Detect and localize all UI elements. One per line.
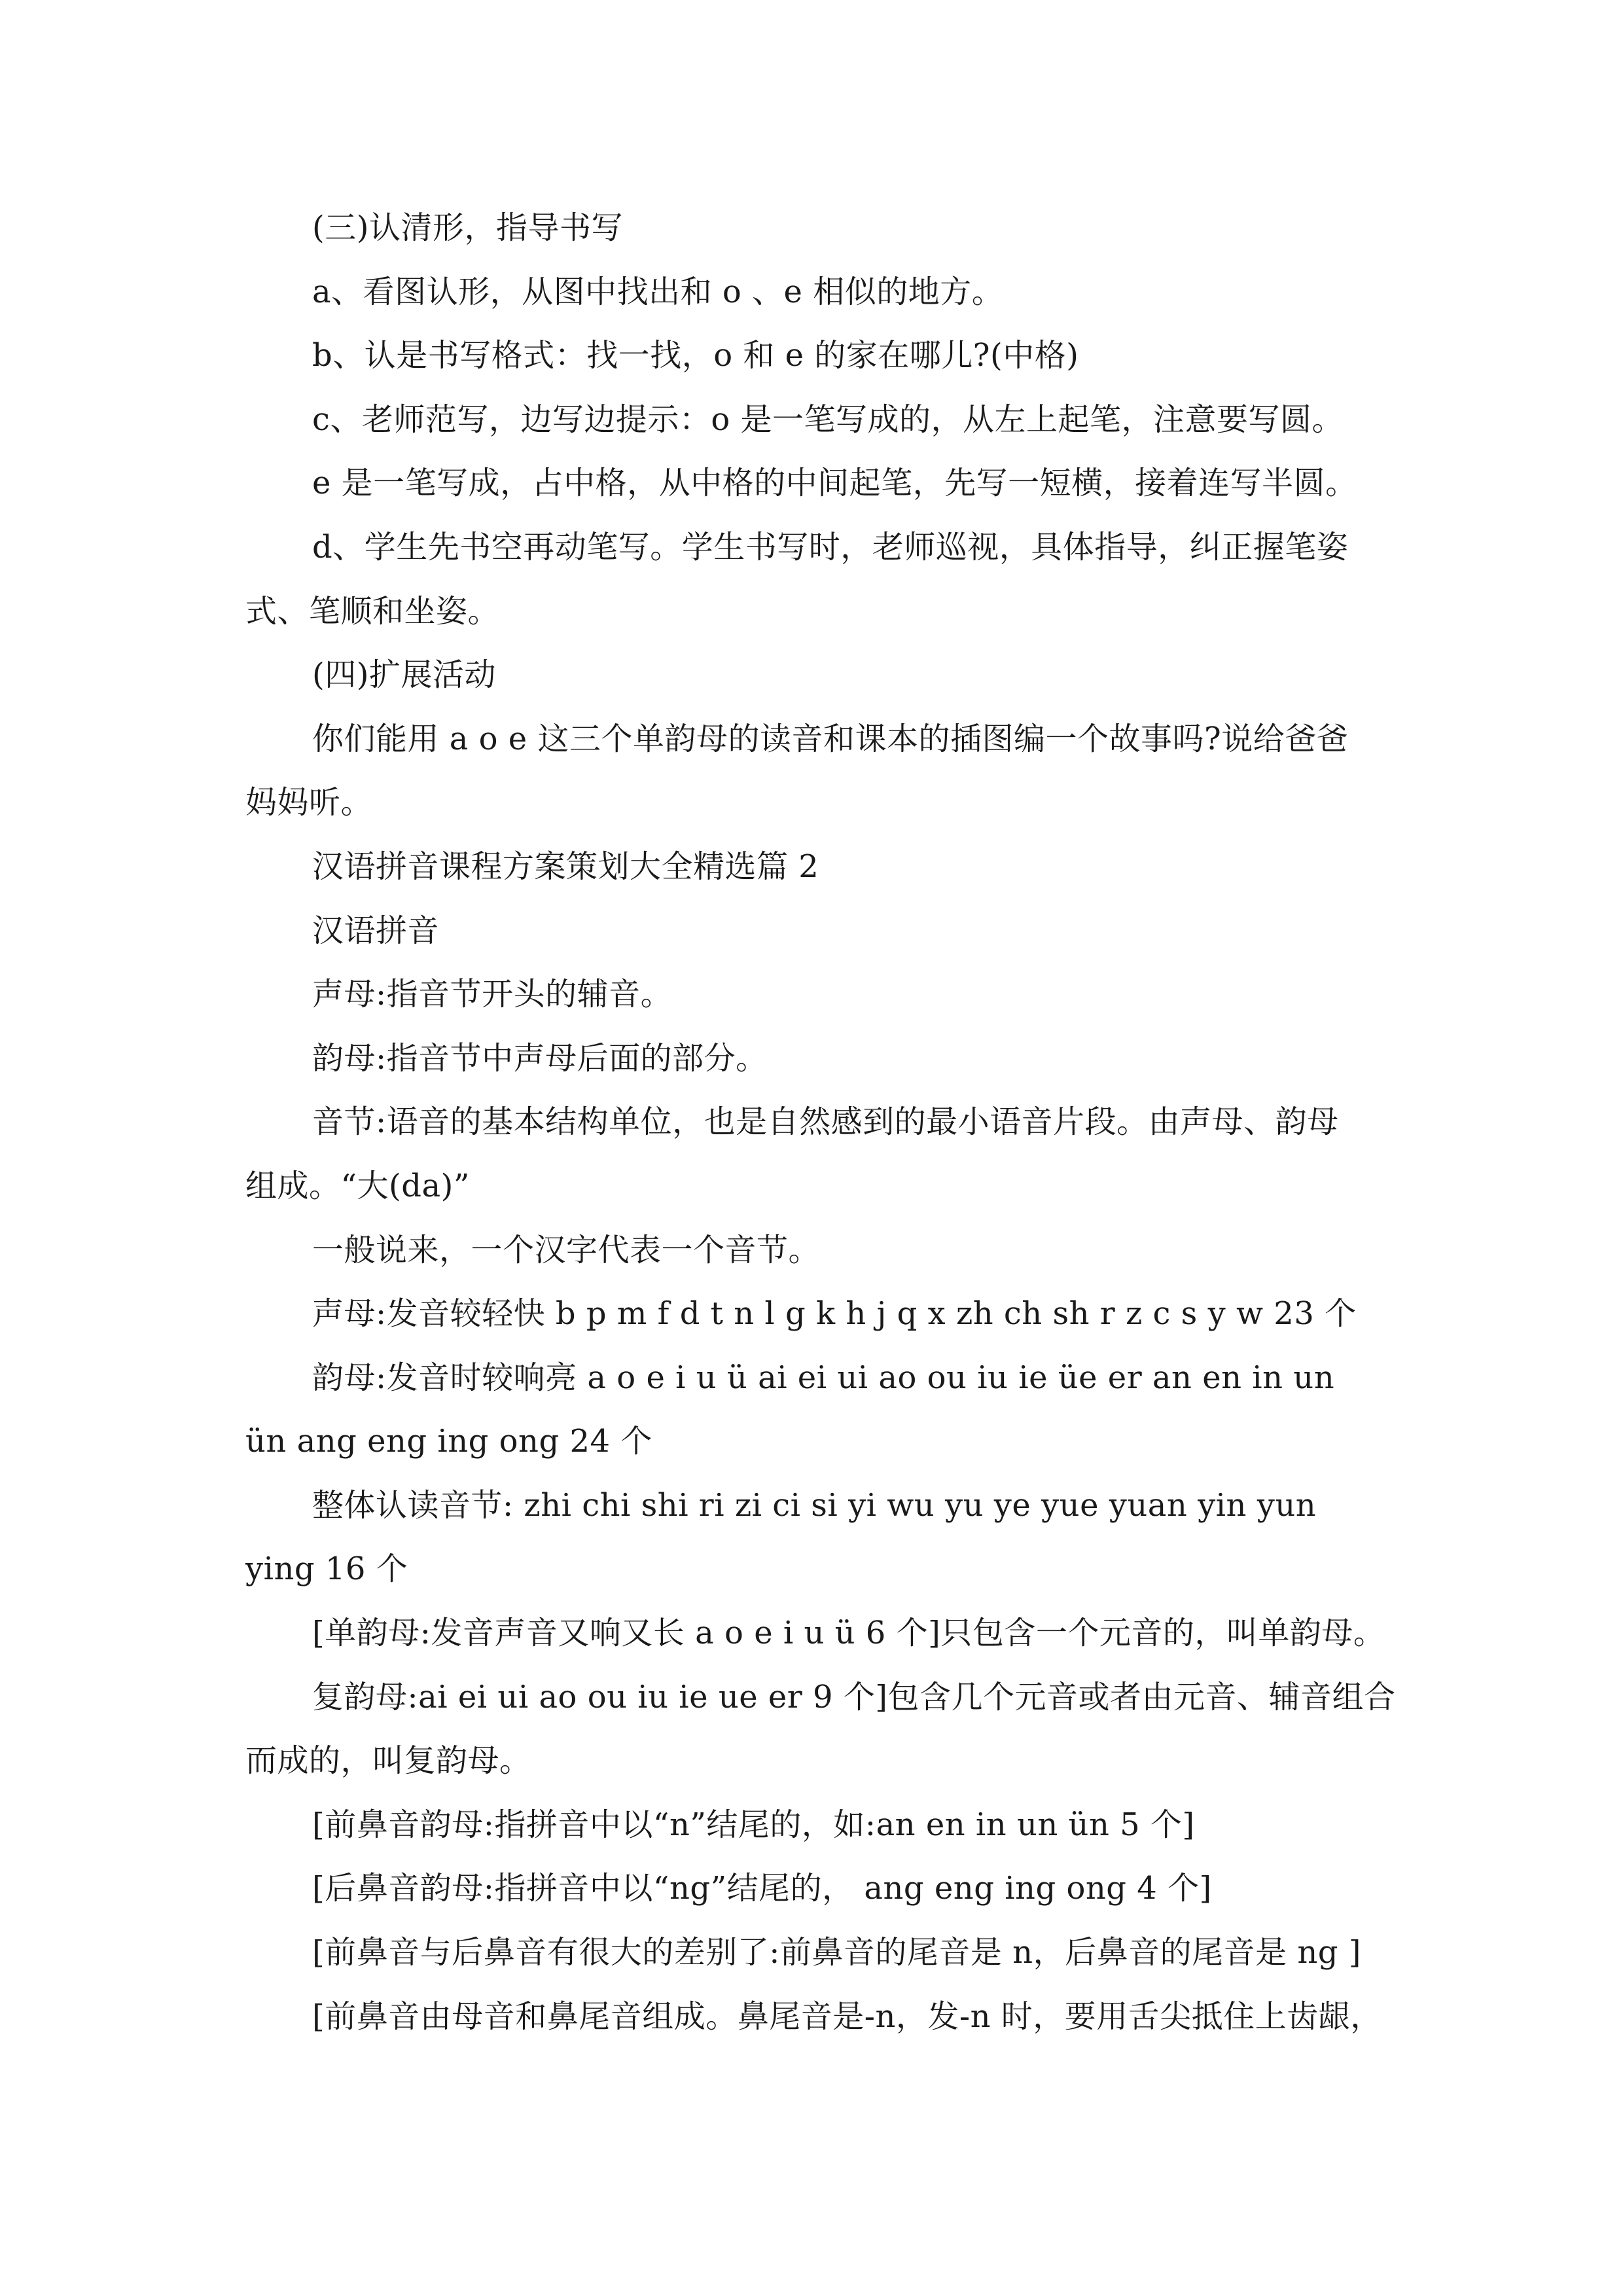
definition-line: 声母:发音较轻快 b p m f d t n l g k h j q x zh ch sh r z c s y w 23 个 bbox=[312, 1295, 1357, 1333]
definition-line: [前鼻音由母音和鼻尾音组成。鼻尾音是-n，发-n 时，要用舌尖抵住上齿龈， bbox=[312, 1998, 1382, 2035]
definition-line: 整体认读音节: zhi chi shi ri zi ci si yi wu yu ye yue yuan yin yun bbox=[312, 1486, 1317, 1524]
paragraph-line: d、学生先书空再动笔写。学生书写时，老师巡视，具体指导，纠正握笔姿 bbox=[312, 528, 1349, 565]
section-heading: (三)认清形，指导书写 bbox=[312, 209, 623, 246]
definition-line: 韵母:指音节中声母后面的部分。 bbox=[312, 1039, 768, 1077]
paragraph-line: a、看图认形，从图中找出和 o 、e 相似的地方。 bbox=[312, 273, 1004, 310]
article-title: 汉语拼音课程方案策划大全精选篇 2 bbox=[312, 848, 819, 885]
paragraph-continuation: 而成的，叫复韵母。 bbox=[245, 1742, 531, 1780]
paragraph-continuation: 妈妈听。 bbox=[245, 784, 373, 821]
definition-line: 韵母:发音时较响亮 a o e i u ü ai ei ui ao ou iu ie üe er an en in un bbox=[312, 1359, 1335, 1396]
paragraph-line: c、老师范写，边写边提示：o 是一笔写成的，从左上起笔，注意要写圆。 bbox=[312, 401, 1344, 438]
definition-line: 音节:语音的基本结构单位，也是自然感到的最小语音片段。由声母、韵母 bbox=[312, 1103, 1339, 1141]
definition-line: [后鼻音韵母:指拼音中以“ng”结尾的， ang eng ing ong 4 个] bbox=[312, 1870, 1212, 1907]
definition-line: 声母:指音节开头的辅音。 bbox=[312, 976, 673, 1013]
paragraph-continuation: ying 16 个 bbox=[245, 1551, 408, 1588]
paragraph-line: 一般说来，一个汉字代表一个音节。 bbox=[312, 1231, 821, 1268]
definition-line: [单韵母:发音声音又响又长 a o e i u ü 6 个]只包含一个元音的，叫单韵母。 bbox=[312, 1615, 1385, 1652]
section-heading: 汉语拼音 bbox=[312, 912, 440, 949]
definition-line: [前鼻音与后鼻音有很大的差别了:前鼻音的尾音是 n，后鼻音的尾音是 ng ] bbox=[312, 1934, 1361, 1971]
definition-line: [前鼻音韵母:指拼音中以“n”结尾的，如:an en in un ün 5 个] bbox=[312, 1806, 1195, 1843]
definition-line: 复韵母:ai ei ui ao ou iu ie ue er 9 个]包含几个元音或者由元音、辅音组合 bbox=[312, 1678, 1396, 1715]
paragraph-line: e 是一笔写成，占中格，从中格的中间起笔，先写一短横，接着连写半圆。 bbox=[312, 465, 1357, 502]
section-heading: (四)扩展活动 bbox=[312, 656, 496, 694]
paragraph-line: 你们能用 a o e 这三个单韵母的读音和课本的插图编一个故事吗?说给爸爸 bbox=[312, 720, 1349, 757]
paragraph-continuation: 组成。“大(da)” bbox=[245, 1167, 470, 1204]
body-text bbox=[245, 196, 1410, 2049]
paragraph-continuation: ün ang eng ing ong 24 个 bbox=[245, 1423, 652, 1460]
paragraph-continuation: 式、笔顺和坐姿。 bbox=[245, 592, 500, 630]
paragraph-line: b、认是书写格式：找一找，o 和 e 的家在哪儿?(中格) bbox=[312, 337, 1079, 374]
